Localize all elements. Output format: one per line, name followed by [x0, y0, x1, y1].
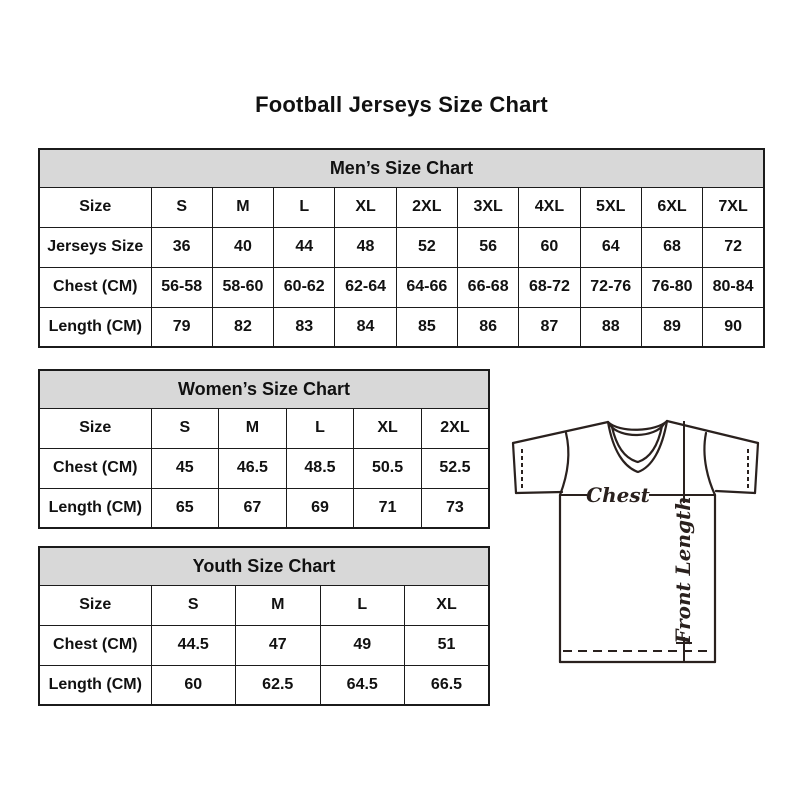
- value-cell: 80-84: [703, 267, 764, 307]
- value-cell: 62-64: [335, 267, 396, 307]
- value-cell: 6XL: [641, 187, 702, 227]
- jersey-left-sleeve-bottom: [516, 492, 562, 493]
- row-label-cell: Size: [39, 187, 151, 227]
- chest-label: Chest: [586, 483, 650, 507]
- value-cell: L: [274, 187, 335, 227]
- jersey-measurement-diagram: [503, 413, 767, 667]
- value-cell: 44.5: [151, 625, 236, 665]
- table-row: [39, 307, 764, 347]
- value-cell: 45: [151, 448, 219, 488]
- value-cell: 68-72: [519, 267, 580, 307]
- value-cell: 50.5: [354, 448, 422, 488]
- value-cell: 65: [151, 488, 219, 528]
- value-cell: 76-80: [641, 267, 702, 307]
- value-cell: 60: [151, 665, 236, 705]
- value-cell: M: [212, 187, 273, 227]
- jersey-left-shoulder-seam: [513, 422, 608, 443]
- womens-size-table: [38, 369, 490, 529]
- value-cell: 51: [405, 625, 490, 665]
- table-row: [39, 625, 489, 665]
- table-row: [39, 187, 764, 227]
- value-cell: 69: [286, 488, 354, 528]
- row-label-cell: Length (CM): [39, 307, 151, 347]
- value-cell: 87: [519, 307, 580, 347]
- value-cell: 85: [396, 307, 457, 347]
- value-cell: 7XL: [703, 187, 764, 227]
- jersey-right-sleeve-bottom: [716, 491, 755, 493]
- value-cell: 52.5: [421, 448, 489, 488]
- value-cell: M: [236, 585, 321, 625]
- value-cell: 82: [212, 307, 273, 347]
- value-cell: 64: [580, 227, 641, 267]
- table-row: [39, 585, 489, 625]
- jersey-left-sleeve-outer: [513, 443, 516, 493]
- table-title: Youth Size Chart: [39, 547, 489, 585]
- row-label-cell: Jerseys Size: [39, 227, 151, 267]
- value-cell: 89: [641, 307, 702, 347]
- value-cell: L: [286, 408, 354, 448]
- value-cell: 72-76: [580, 267, 641, 307]
- value-cell: 2XL: [421, 408, 489, 448]
- table-row: [39, 488, 489, 528]
- jersey-right-sleeve-outer: [755, 443, 758, 493]
- value-cell: 47: [236, 625, 321, 665]
- table-row: [39, 267, 764, 307]
- jersey-right-armhole: [704, 433, 715, 495]
- row-label-cell: Length (CM): [39, 665, 151, 705]
- value-cell: S: [151, 408, 219, 448]
- page-title: Football Jerseys Size Chart: [255, 92, 548, 117]
- table-title: Men’s Size Chart: [39, 149, 764, 187]
- value-cell: 49: [320, 625, 405, 665]
- row-label-cell: Size: [39, 585, 151, 625]
- table-header-row: [39, 547, 489, 585]
- value-cell: 44: [274, 227, 335, 267]
- row-label-cell: Size: [39, 408, 151, 448]
- value-cell: 64.5: [320, 665, 405, 705]
- table-row: [39, 408, 489, 448]
- value-cell: M: [219, 408, 287, 448]
- value-cell: 86: [457, 307, 518, 347]
- value-cell: 67: [219, 488, 287, 528]
- value-cell: 62.5: [236, 665, 321, 705]
- value-cell: 88: [580, 307, 641, 347]
- value-cell: 84: [335, 307, 396, 347]
- youth-size-table: [38, 546, 490, 706]
- value-cell: 46.5: [219, 448, 287, 488]
- value-cell: 48.5: [286, 448, 354, 488]
- table-header-row: [39, 370, 489, 408]
- value-cell: XL: [405, 585, 490, 625]
- value-cell: 3XL: [457, 187, 518, 227]
- value-cell: XL: [354, 408, 422, 448]
- table-row: [39, 448, 489, 488]
- value-cell: 71: [354, 488, 422, 528]
- value-cell: 60: [519, 227, 580, 267]
- value-cell: 60-62: [274, 267, 335, 307]
- value-cell: 66.5: [405, 665, 490, 705]
- value-cell: 90: [703, 307, 764, 347]
- value-cell: 48: [335, 227, 396, 267]
- row-label-cell: Length (CM): [39, 488, 151, 528]
- value-cell: L: [320, 585, 405, 625]
- table-row: [39, 227, 764, 267]
- table-row: [39, 665, 489, 705]
- value-cell: 40: [212, 227, 273, 267]
- value-cell: 68: [641, 227, 702, 267]
- value-cell: 5XL: [580, 187, 641, 227]
- value-cell: S: [151, 187, 212, 227]
- value-cell: 52: [396, 227, 457, 267]
- front-length-label: Front Length: [671, 496, 695, 644]
- value-cell: 4XL: [519, 187, 580, 227]
- value-cell: 64-66: [396, 267, 457, 307]
- value-cell: 72: [703, 227, 764, 267]
- value-cell: 2XL: [396, 187, 457, 227]
- row-label-cell: Chest (CM): [39, 267, 151, 307]
- value-cell: XL: [335, 187, 396, 227]
- mens-size-table: [38, 148, 765, 348]
- value-cell: 56-58: [151, 267, 212, 307]
- jersey-left-armhole: [560, 433, 568, 495]
- table-title: Women’s Size Chart: [39, 370, 489, 408]
- jersey-right-shoulder-seam: [667, 421, 758, 443]
- table-header-row: [39, 149, 764, 187]
- value-cell: 73: [421, 488, 489, 528]
- value-cell: 36: [151, 227, 212, 267]
- value-cell: S: [151, 585, 236, 625]
- row-label-cell: Chest (CM): [39, 448, 151, 488]
- value-cell: 58-60: [212, 267, 273, 307]
- value-cell: 83: [274, 307, 335, 347]
- value-cell: 56: [457, 227, 518, 267]
- row-label-cell: Chest (CM): [39, 625, 151, 665]
- value-cell: 79: [151, 307, 212, 347]
- value-cell: 66-68: [457, 267, 518, 307]
